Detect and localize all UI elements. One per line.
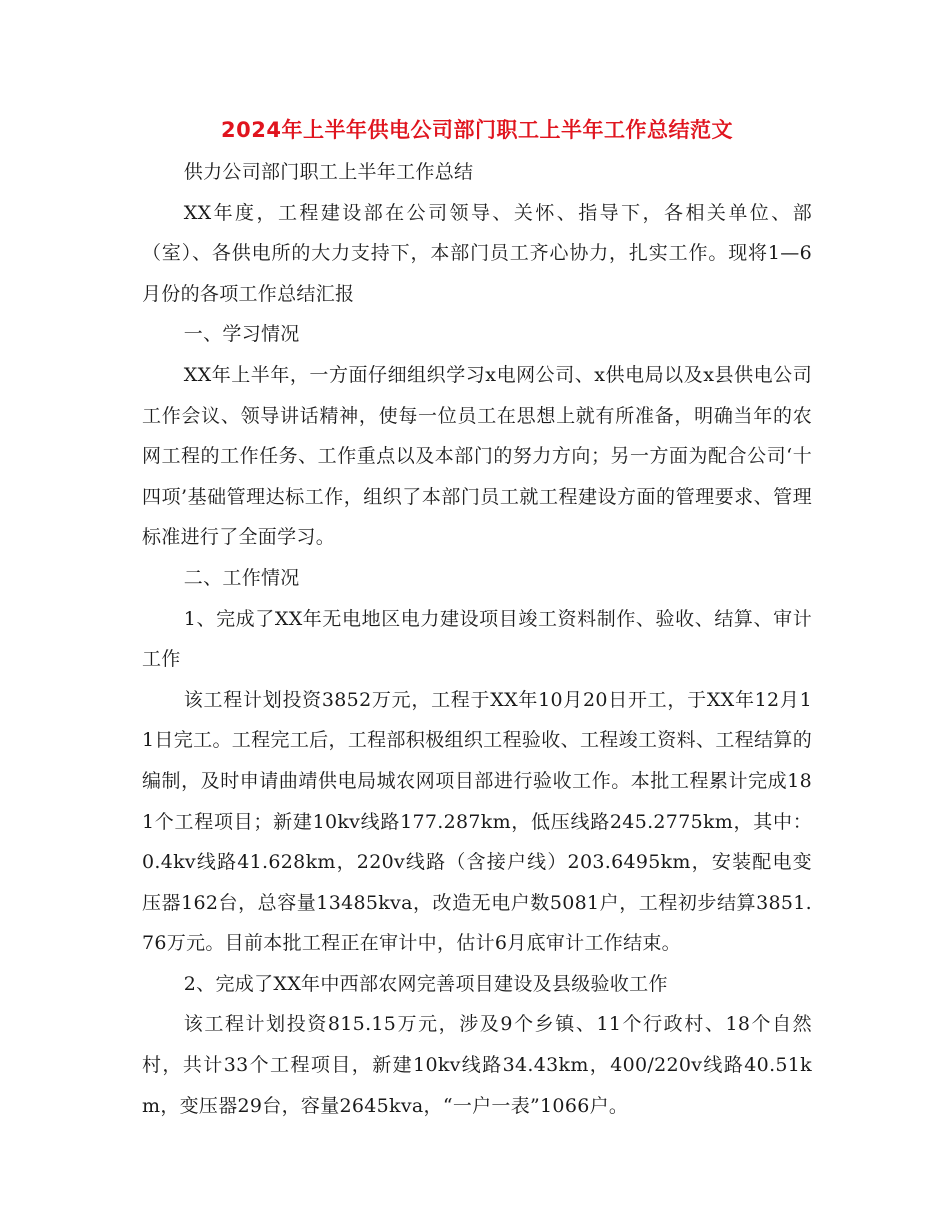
document-subtitle: 供力公司部门职工上半年工作总结	[183, 161, 474, 183]
section-heading-study: 一、学习情况	[183, 323, 300, 346]
work-item-1-heading: 1、完成了XX年无电地区电力建设项目竣工资料制作、验收、结算、审计工作	[142, 607, 812, 671]
intro-paragraph: XX年度，工程建设部在公司领导、关怀、指导下，各相关单位、部（室）、各供电所的大力支持下，本部门员工齐心协力，扎实工作。现将1—6月份的各项工作总结汇报	[142, 201, 812, 305]
work-item-1-paragraph: 该工程计划投资3852万元，工程于XX年10月20日开工，于XX年12月11日完工。工程完工后，工程部积极组织工程验收、工程竣工资料、工程结算的编制，及时申请曲靖供电局城农网项目部进行验收工作。本批工程累计完成181个工程项目；新建10kv线路177.287km，低压线路245.2775km，其中：0.4kv线路41.628km，220v线路（含接户线）203.6495km，安装配电变压器162台，总容量13485kva，改造无电户数5081户，工程初步结算3851.76万元。目前本批工程正在审计中，估计6月底审计工作结束。	[142, 688, 812, 955]
document-title: 2024年上半年供电公司部门职工上半年工作总结范文	[221, 118, 733, 142]
work-item-2-heading: 2、完成了XX年中西部农网完善项目建设及县级验收工作	[183, 972, 668, 995]
work-item-2-paragraph: 该工程计划投资815.15万元，涉及9个乡镇、11个行政村、18个自然村，共计33个工程项目，新建10kv线路34.43km，400/220v线路40.51km，变压器29台，容量2645kva，“一户一表”1066户。	[142, 1013, 812, 1117]
section-heading-work: 二、工作情况	[183, 566, 300, 589]
study-paragraph: XX年上半年，一方面仔细组织学习x电网公司、x供电局以及x县供电公司工作会议、领导讲话精神，使每一位员工在思想上就有所准备，明确当年的农网工程的工作任务、工作重点以及本部门的努力方向；另一方面为配合公司‘十四项’基础管理达标工作，组织了本部门员工就工程建设方面的管理要求、管理标准进行了全面学习。	[142, 363, 812, 549]
